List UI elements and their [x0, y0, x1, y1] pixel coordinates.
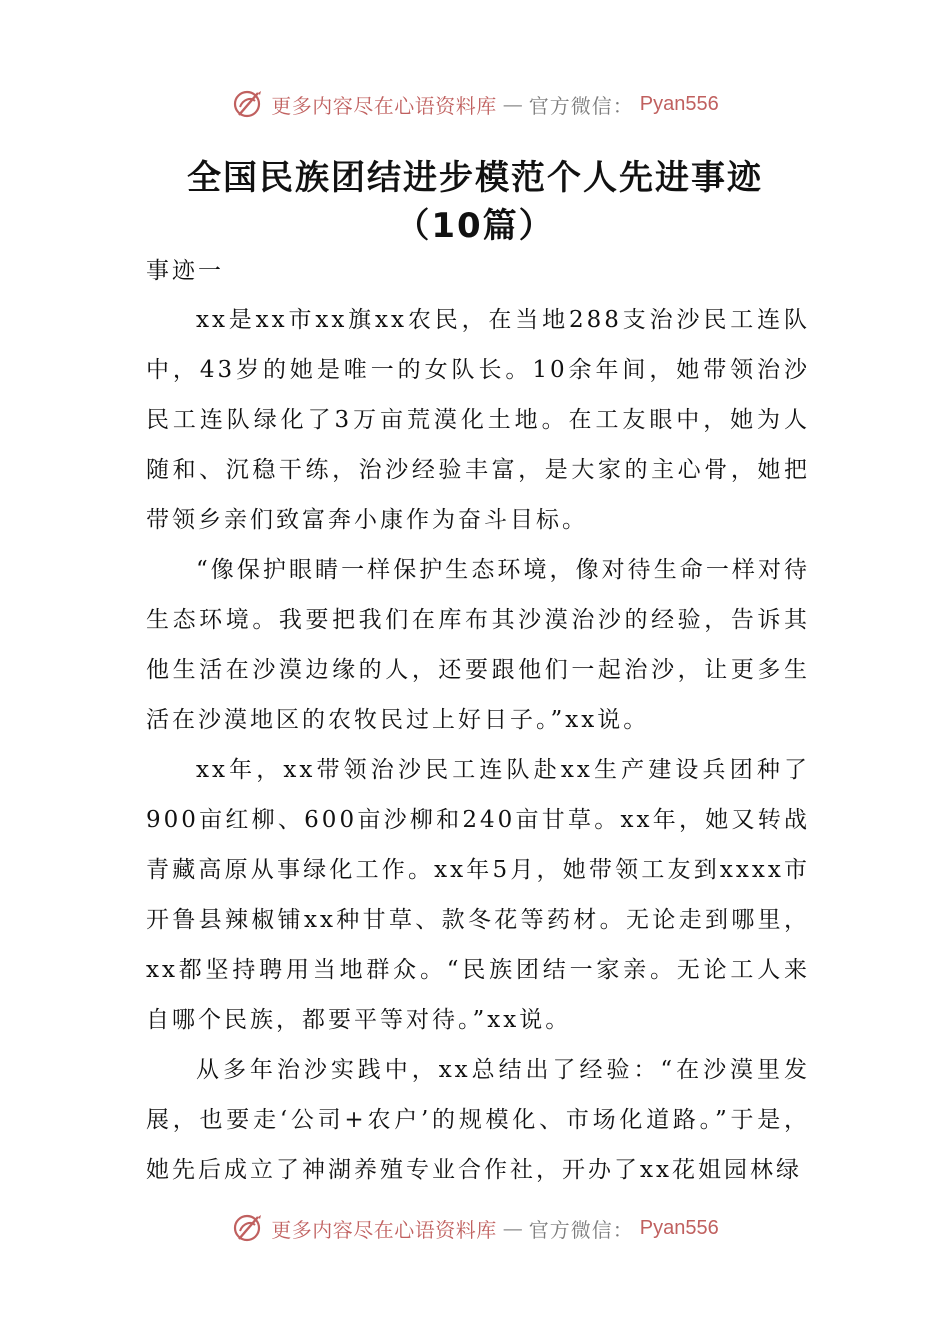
- document-title: 全国民族团结进步模范个人先进事迹: [187, 158, 763, 198]
- pen-swirl-logo-icon: [231, 1211, 265, 1245]
- paragraph: “像保护眼睛一样保护生态环境，像对待生命一样对待生态环境。我要把我们在库布其沙漠治沙的经验，告诉其他生活在沙漠边缘的人，还要跟他们一起治沙，让更多生活在沙漠地区的农牧民过上好日子。”xx说。: [146, 557, 810, 733]
- watermark-official-label: 官方微信：: [528, 93, 634, 118]
- paragraph: xx是xx市xx旗xx农民，在当地288支治沙民工连队中，43岁的她是唯一的女队长。10余年间，她带领治沙民工连队绿化了3万亩荒漠化土地。在工友眼中，她为人随和、沉稳干练，治沙经验丰富，是大家的主心骨，她把带领乡亲们致富奔小康作为奋斗目标。: [146, 307, 810, 533]
- watermark-official-label: 官方微信：: [528, 1217, 634, 1242]
- watermark-text: 更多内容尽在心语资料库: [271, 93, 497, 118]
- watermark-wechat-id: Pyan556: [639, 1216, 719, 1239]
- document-subtitle-count: （10篇）: [395, 206, 555, 246]
- document-body: [146, 250, 810, 1195]
- watermark-dash: —: [502, 92, 523, 116]
- watermark-wechat-id: Pyan556: [639, 92, 719, 115]
- header-watermark: [0, 84, 950, 124]
- watermark-text: 更多内容尽在心语资料库: [271, 1217, 497, 1242]
- pen-swirl-logo-icon: [231, 87, 265, 121]
- watermark-dash: —: [502, 1216, 523, 1240]
- footer-watermark: [0, 1208, 950, 1248]
- paragraph: 从多年治沙实践中，xx总结出了经验：“在沙漠里发展，也要走‘公司+农户’的规模化、市场化道路。”于是，她先后成立了神湖养殖专业合作社，开办了xx花姐园林绿: [146, 1057, 810, 1183]
- paragraph: xx年，xx带领治沙民工连队赴xx生产建设兵团种了900亩红柳、600亩沙柳和240亩甘草。xx年，她又转战青藏高原从事绿化工作。xx年5月，她带领工友到xxxx市开鲁县辣椒铺xx种甘草、款冬花等药材。无论走到哪里，xx都坚持聘用当地群众。“民族团结一家亲。无论工人来自哪个民族，都要平等对待。”xx说。: [146, 757, 810, 1033]
- section-heading: 事迹一: [146, 258, 224, 284]
